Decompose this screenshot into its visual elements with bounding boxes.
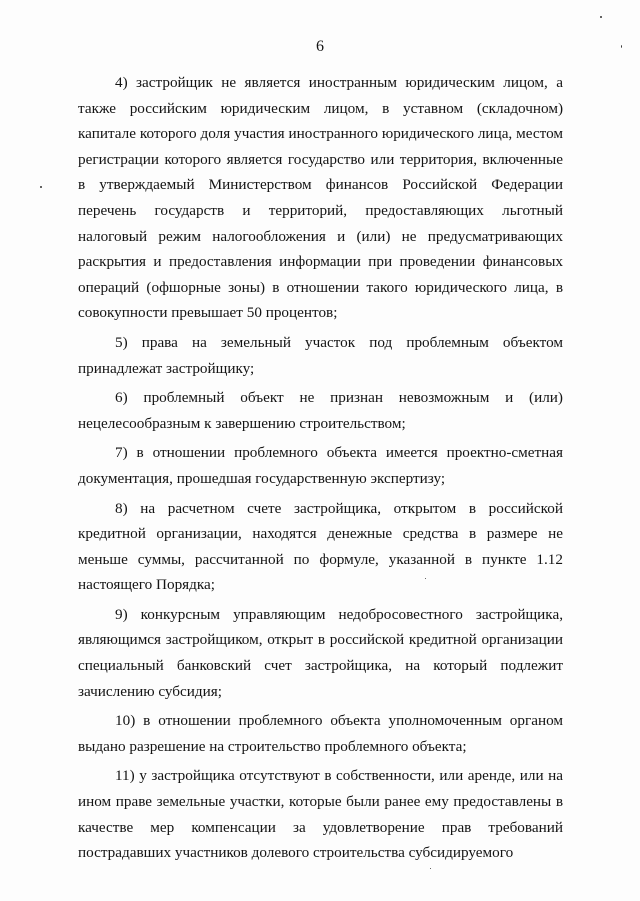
paragraph-item-7: 7) в отношении проблемного объекта имеется проектно-сметная документация, прошедшая государственную экспертизу; [78,444,563,487]
paragraph-item-8: 8) на расчетном счете застройщика, открытом в российской кредитной организации, находятся денежные средства в размере не меньше суммы, рассчитанной по формуле, указанной в пункте 1.12 настоящего Порядка; [78,499,563,594]
scan-speck [621,45,622,48]
document-body [78,70,563,870]
page-number: 6 [316,38,324,55]
paragraph-item-11: 11) у застройщика отсутствуют в собственности, или аренде, или на ином праве земельные участки, которые были ранее ему предоставлены в качестве мер компенсации за удовлетворение прав требований пострадавших участников долевого строительства субсидируемого [78,767,563,862]
paragraph-item-9: 9) конкурсным управляющим недобросовестного застройщика, являющимся застройщиком, открыт в российской кредитной организации специальный банковский счет застройщика, на который подлежит зачислению субсидия; [78,605,563,700]
scan-speck [425,578,426,579]
scan-speck [40,186,42,188]
paragraph-item-6: 6) проблемный объект не признан невозможным и (или) нецелесообразным к завершению строительством; [78,389,563,432]
paragraph-item-4: 4) застройщик не является иностранным юридическим лицом, а также российским юридическим лицом, в уставном (складочном) капитале которого доля участия иностранного юридического лица, местом регистрации которого является государство или территория, включенные в утверждаемый Министерством финансов Российской Федерации перечень государств и территорий, предоставляющих льготный налоговый режим налогообложения и (или) не предусматривающих раскрытия и предоставления информации при проведении финансовых операций (офшорные зоны) в отношении такого юридического лица, в совокупности превышает 50 процентов; [78,74,563,322]
paragraph-item-5: 5) права на земельный участок под проблемным объектом принадлежат застройщику; [78,333,563,377]
scan-speck [600,16,602,18]
paragraph-item-10: 10) в отношении проблемного объекта уполномоченным органом выдано разрешение на строительство проблемного объекта; [78,712,563,755]
scan-speck [430,868,431,869]
